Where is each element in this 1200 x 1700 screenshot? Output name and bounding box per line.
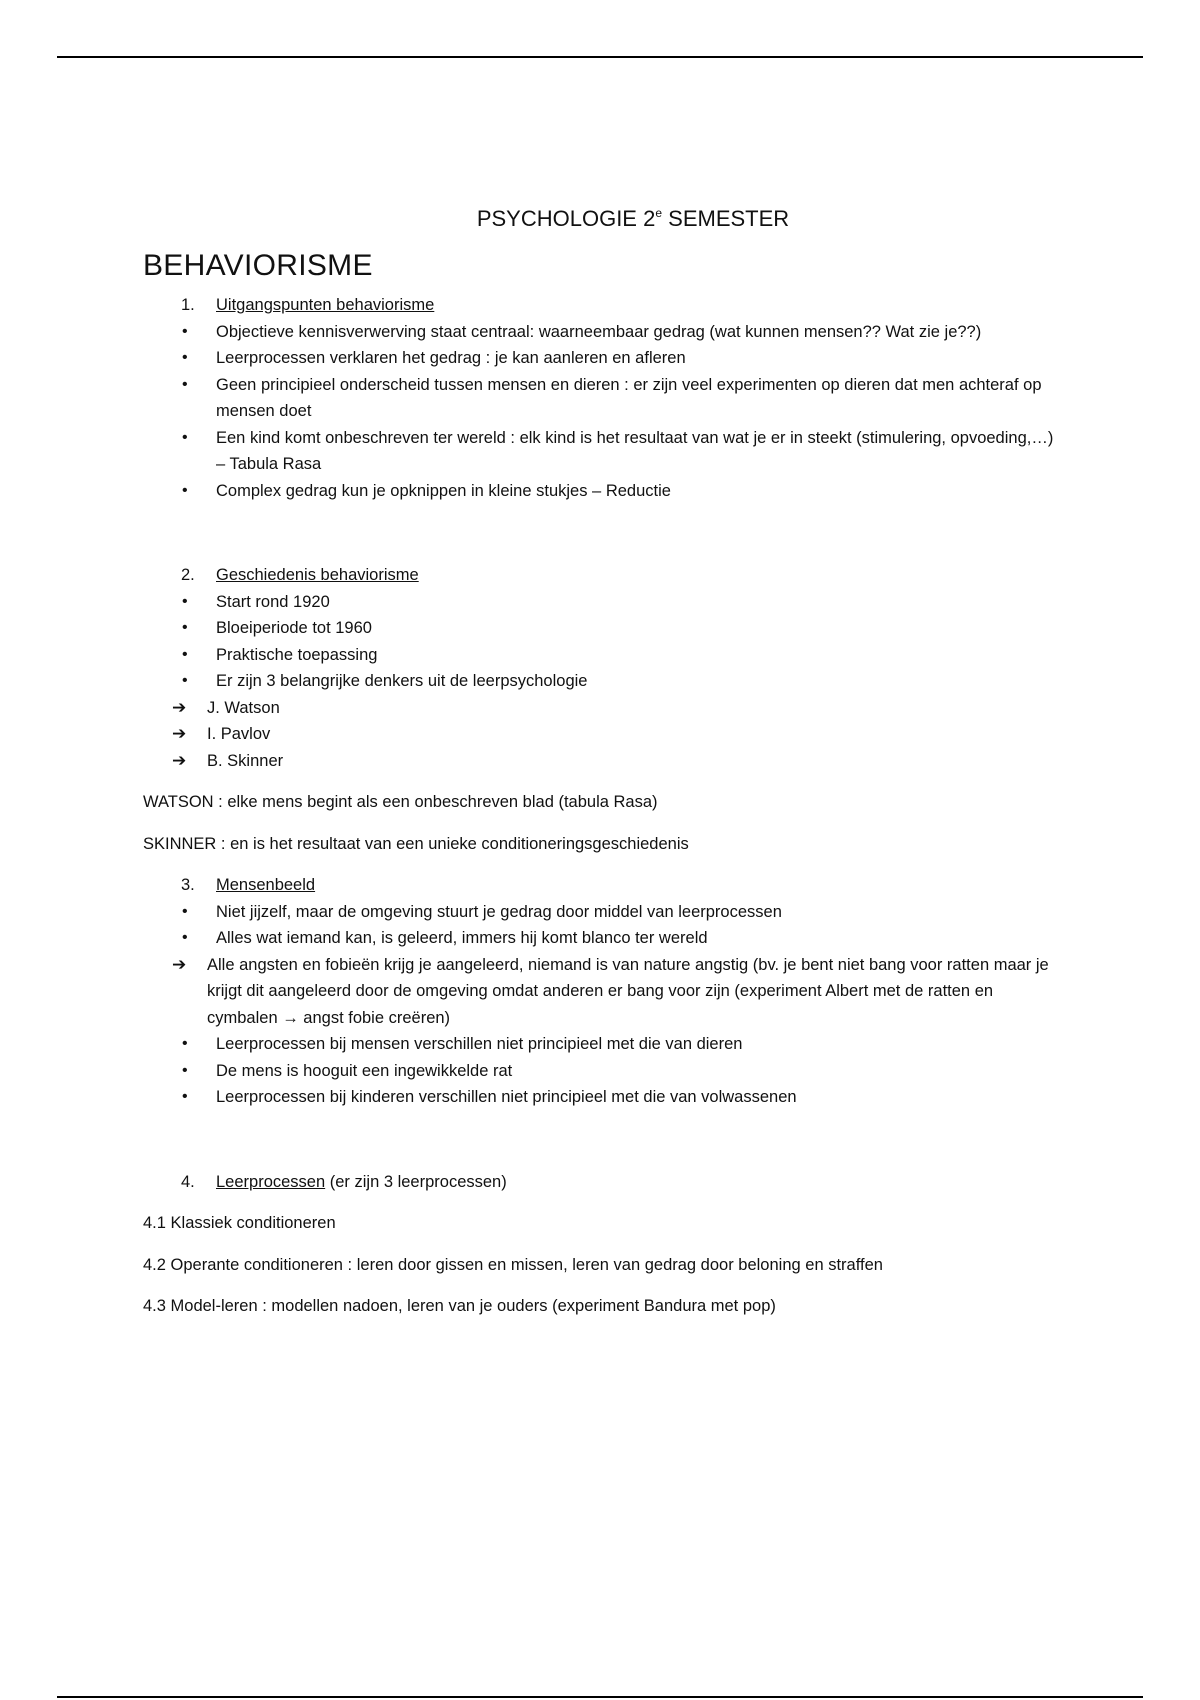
bottom-rule xyxy=(57,1696,1143,1698)
bullet-icon: • xyxy=(182,1035,188,1052)
list-item xyxy=(143,925,1063,952)
section-3-heading xyxy=(143,872,1063,899)
list-item-text: Er zijn 3 belangrijke denkers uit de leerpsychologie xyxy=(216,672,588,690)
bullet-icon: • xyxy=(182,481,188,499)
list-item xyxy=(143,899,1063,926)
section-2-heading xyxy=(143,562,1063,589)
section-4-title: Leerprocessen xyxy=(216,1172,326,1191)
bullet-icon: • xyxy=(182,929,188,946)
bullet-icon: • xyxy=(182,645,188,663)
section-3-number: 3. xyxy=(181,876,195,894)
list-item-text: Leerprocessen bij kinderen verschillen niet principieel met die van volwassenen xyxy=(216,1088,797,1106)
spacer xyxy=(143,857,1063,872)
bullet-icon: • xyxy=(182,349,188,366)
section-leerprocessen xyxy=(143,1169,1063,1320)
list-item xyxy=(143,952,1063,1032)
section-4-number: 4. xyxy=(181,1172,195,1191)
list-item-text: De mens is hooguit een ingewikkelde rat xyxy=(216,1061,513,1080)
list-item xyxy=(143,372,1063,425)
section-4-heading xyxy=(143,1169,1063,1196)
list-item-text: Praktische toepassing xyxy=(216,645,378,664)
learning-process-item: 4.2 Operante conditioneren : leren door gissen en missen, leren van gedrag door beloning en straffen xyxy=(143,1255,883,1274)
top-rule xyxy=(57,56,1143,58)
list-item xyxy=(143,1084,1063,1111)
title-main: PSYCHOLOGIE 2 xyxy=(476,206,656,231)
section-1-number: 1. xyxy=(181,296,195,314)
bullet-icon: • xyxy=(182,619,188,636)
thinker-name: B. Skinner xyxy=(207,751,284,770)
section-1-heading xyxy=(143,292,1063,319)
bullet-icon: • xyxy=(182,1088,188,1105)
title-rest: SEMESTER xyxy=(662,206,790,231)
thinker-name: I. Pavlov xyxy=(207,725,271,743)
bullet-icon: • xyxy=(182,1061,188,1079)
list-item xyxy=(143,319,1063,346)
bullet-icon: • xyxy=(182,672,188,689)
list-item-text: Niet jijzelf, maar de omgeving stuurt je gedrag door middel van leerprocessen xyxy=(216,902,782,921)
list-item xyxy=(143,1031,1063,1058)
thinker-name: J. Watson xyxy=(207,698,280,717)
page-title xyxy=(203,196,1063,236)
skinner-statement: SKINNER : en is het resultaat van een unieke conditioneringsgeschiedenis xyxy=(143,834,689,853)
bullet-icon: • xyxy=(182,375,188,393)
list-item-text: Bloeiperiode tot 1960 xyxy=(216,619,372,637)
list-item xyxy=(143,668,1063,695)
list-item-text: Geen principieel onderscheid tussen mensen en dieren : er zijn veel experimenten op dieren dat men achteraf op mensen doet xyxy=(216,375,1042,420)
learning-process-item: 4.1 Klassiek conditioneren xyxy=(143,1214,336,1232)
spacer xyxy=(143,774,1063,789)
spacer xyxy=(143,816,1063,831)
list-item xyxy=(143,345,1063,372)
section-2-number: 2. xyxy=(181,566,195,584)
list-item-text: Alle angsten en fobieën krijg je aangeleerd, niemand is van nature angstig (bv. je bent niet bang voor ratten maar je krijgt dit aangeleerd door de omgeving omdat anderen er bang voor zijn (experiment Albert met de ratten en cymbalen → angst fobie creëren) xyxy=(207,955,1049,1027)
list-item xyxy=(143,425,1063,478)
list-item xyxy=(143,721,1063,748)
section-uitgangspunten xyxy=(143,292,1063,504)
list-item-text: Start rond 1920 xyxy=(216,592,330,611)
arrow-right-icon: ➔ xyxy=(172,724,187,743)
arrow-right-icon: ➔ xyxy=(172,954,187,974)
spacer xyxy=(143,1111,1063,1169)
list-item xyxy=(143,695,1063,722)
list-item-text: Leerprocessen verklaren het gedrag : je kan aanleren en afleren xyxy=(216,349,686,367)
title-superscript: e xyxy=(655,206,663,220)
list-item xyxy=(143,478,1063,505)
arrow-right-icon: ➔ xyxy=(172,697,187,717)
document-body xyxy=(143,196,1063,1320)
list-item-text: Complex gedrag kun je opknippen in kleine stukjes – Reductie xyxy=(216,481,671,500)
bullet-icon: • xyxy=(182,428,188,446)
spacer xyxy=(143,1195,1063,1210)
section-2-title: Geschiedenis behaviorisme xyxy=(216,566,419,584)
list-item xyxy=(143,642,1063,669)
watson-statement: WATSON : elke mens begint als een onbeschreven blad (tabula Rasa) xyxy=(143,793,658,811)
section-4-suffix: (er zijn 3 leerprocessen) xyxy=(325,1172,507,1191)
section-geschiedenis xyxy=(143,562,1063,774)
list-item-text: Alles wat iemand kan, is geleerd, immers hij komt blanco ter wereld xyxy=(216,929,708,947)
spacer xyxy=(143,504,1063,562)
arrow-right-icon: ➔ xyxy=(172,750,187,770)
list-item-text: Objectieve kennisverwerving staat centraal: waarneembaar gedrag (wat kunnen mensen?? Wat zie je??) xyxy=(216,322,982,341)
spacer xyxy=(143,1278,1063,1293)
section-mensenbeeld xyxy=(143,872,1063,1111)
list-item-text: Leerprocessen bij mensen verschillen niet principieel met die van dieren xyxy=(216,1035,743,1053)
section-3-title: Mensenbeeld xyxy=(216,876,316,894)
list-item xyxy=(143,1058,1063,1085)
list-item xyxy=(143,589,1063,616)
list-item-text: Een kind komt onbeschreven ter wereld : elk kind is het resultaat van wat je er in steekt (stimulering, opvoeding,…) – Tabula Rasa xyxy=(216,428,1054,473)
bullet-icon: • xyxy=(182,592,188,610)
learning-process-item: 4.3 Model-leren : modellen nadoen, leren van je ouders (experiment Bandura met pop) xyxy=(143,1297,776,1315)
bullet-icon: • xyxy=(182,322,188,340)
bullet-icon: • xyxy=(182,902,188,920)
list-item xyxy=(143,615,1063,642)
section-1-title: Uitgangspunten behaviorisme xyxy=(216,296,435,314)
spacer xyxy=(143,1237,1063,1252)
heading-behaviorisme: BEHAVIORISME xyxy=(143,249,373,282)
list-item xyxy=(143,748,1063,775)
